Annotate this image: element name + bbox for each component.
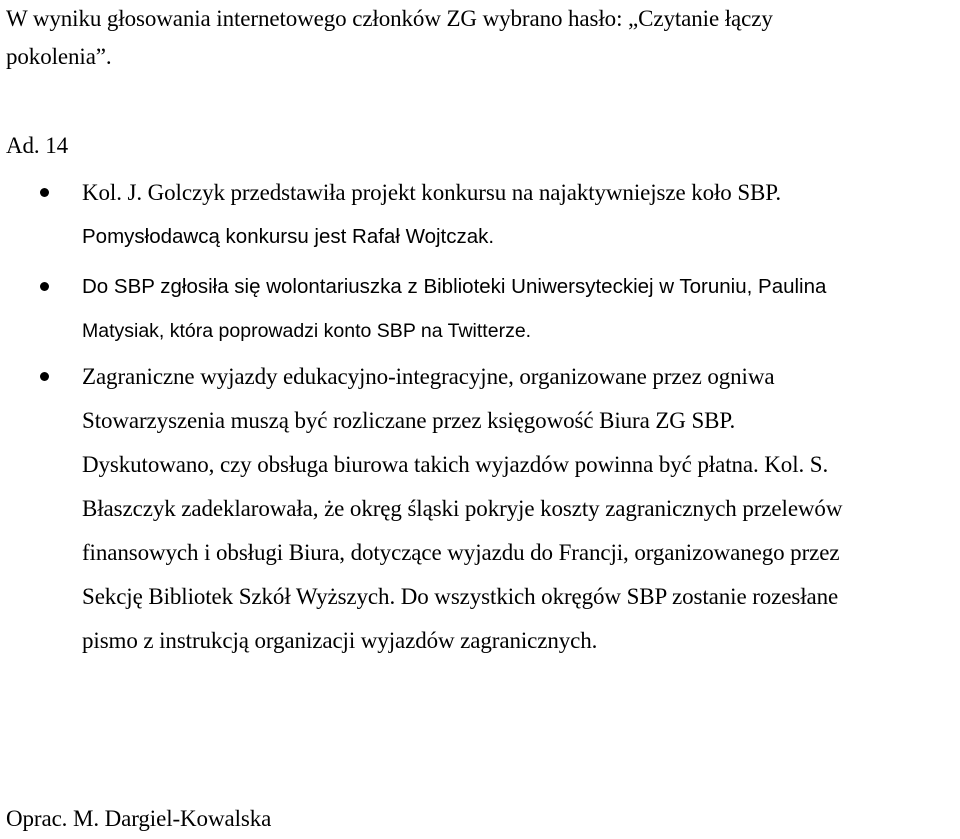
list-item-line: Kol. J. Golczyk przedstawiła projekt konkursu na najaktywniejsze koło SBP. [82, 180, 782, 205]
list-item-line: Zagraniczne wyjazdy edukacyjno-integracyjne, organizowane przez ogniwa [82, 364, 775, 389]
intro-line: pokolenia”. [6, 44, 112, 69]
list-item-line: Pomysłodawcą konkursu jest Rafał Wojtczak. [82, 225, 495, 248]
list-item [0, 355, 960, 663]
bullet-icon [40, 282, 49, 291]
list-item-line: Dyskutowano, czy obsługa biurowa takich wyjazdów powinna być płatna. Kol. S. [82, 452, 829, 477]
bullet-icon [40, 188, 49, 197]
bullet-icon [40, 372, 49, 381]
intro-line: W wyniku głosowania internetowego członków ZG wybrano hasło: „Czytanie łączy [6, 6, 773, 31]
intro-paragraph [6, 0, 956, 76]
list-item-line: finansowych i obsługi Biura, dotyczące wyjazdu do Francji, organizowanego przez [82, 540, 840, 565]
list-item-line: Stowarzyszenia muszą być rozliczane przez księgowość Biura ZG SBP. [82, 408, 736, 433]
list-item [0, 171, 960, 259]
list-item-line: Błaszczyk zadeklarowała, że okręg śląski pokryje koszty zagranicznych przelewów [82, 496, 843, 521]
bullet-list [0, 171, 960, 663]
list-item-line: Sekcję Bibliotek Szkół Wyższych. Do wszystkich okręgów SBP zostanie rozesłane [82, 584, 839, 609]
section-heading: Ad. 14 [6, 133, 69, 158]
list-item-line: Matysiak, która poprowadzi konto SBP na Twitterze. [82, 320, 532, 342]
list-item-line: pismo z instrukcją organizacji wyjazdów zagranicznych. [82, 628, 598, 653]
footer-author: Oprac. M. Dargiel-Kowalska [6, 806, 272, 831]
list-item [0, 265, 960, 353]
list-item-line: Do SBP zgłosiła się wolontariuszka z Biblioteki Uniwersyteckiej w Toruniu, Paulina [82, 275, 827, 298]
